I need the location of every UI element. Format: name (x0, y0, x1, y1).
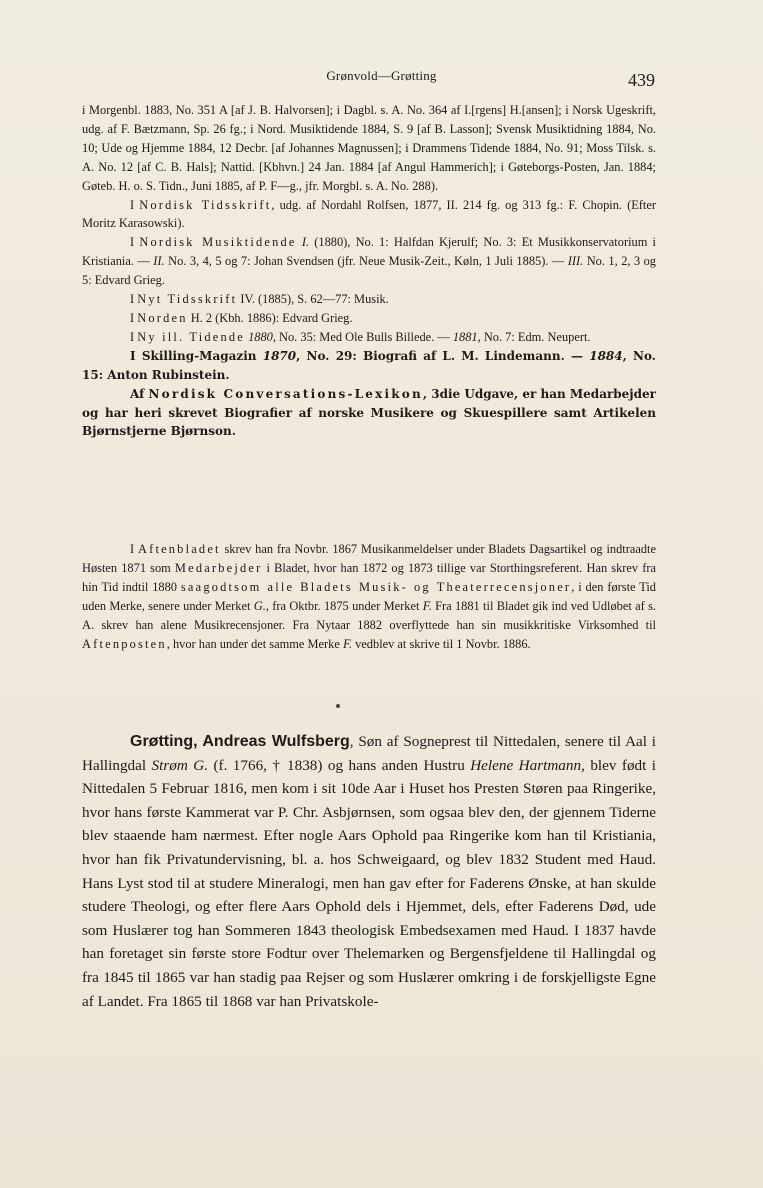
reference-ny-ill-tidende: I Ny ill. Tidende 1880, No. 35: Med Ole Bulls Billede. — 1881, No. 7: Edm. Neupert. (130, 329, 591, 344)
newspaper-name: Aftenposten (82, 636, 167, 651)
reference-continuation: i Morgenbl. 1883, No. 351 A [af J. B. Halvorsen]; i Dagbl. s. A. No. 364 af I.[rgens] H.[ansen]; i Norsk Ugeskrift, udg. af F. Bætzmann, Sp. 26 fg.; i Nord. Musiktidende 1884, S. 9 [af B. Lasson]; Svensk Musiktidning 1884, No. 10; Ude og Hjemme 1884, 12 Decbr. [af Johannes Magnussen]; i Drammens Tidende 1884, No. 91; Moss Tilsk. s. A. No. 12 [af C. B. Hals]; Nattid. [Kbhvn.] 24 Jan. 1884 [af Angul Hammerich]; i Gøteborgs-Posten, Jan. 1884; Gøteb. H. o. S. Tidn., Juni 1885, af P. F—g., jfr. Morgbl. s. A. No. 288). (82, 103, 656, 193)
periodical-title: Nyt Tidsskrift (137, 292, 238, 307)
reference-list (82, 101, 656, 441)
periodical-title: Nordisk Musiktidende (139, 235, 297, 250)
periodical-title: Norden (137, 310, 188, 325)
reference-norden: I Norden H. 2 (Kbh. 1886): Edvard Grieg. (130, 310, 353, 325)
page-header (0, 64, 763, 94)
biography-note (82, 540, 656, 653)
running-title: Grønvold—Grøtting (326, 68, 437, 83)
reference-nyt-tidsskrift: I Nyt Tidsskrift IV. (1885), S. 62—77: Musik. (130, 292, 389, 307)
newspaper-name: Aftenbladet (137, 542, 221, 556)
periodical-title: Nordisk Tidsskrift (139, 197, 272, 212)
periodical-title: Nordisk Conversations-Lexikon (148, 386, 423, 401)
mother-name: Helene Hartmann (470, 756, 582, 774)
page-number: 439 (628, 70, 655, 90)
reference-nordisk-tidsskrift: I Nordisk Tidsskrift, udg. af Nordahl Rolfsen, 1877, II. 214 fg. og 313 fg.: F. Chopin. (Efter Moritz Karasowski). (82, 197, 656, 231)
aftenbladet-paragraph: I Aftenbladet skrev han fra Novbr. 1867 Musikanmeldelser under Bladets Dagsartikel og indtraadte Høsten 1871 som Medarbejder i Bladet, hvor han 1872 og 1873 tillige var Storthingsreferent. Han skrev fra hin Tid indtil 1880 saagodtsom alle Bladets Musik- og Theaterrecensjoner, i den første Tid uden Merke, senere under Merket G., fra Oktbr. 1875 under Merket F. Fra 1881 til Bladet gik ind ved Udløbet af s. A. skrev han alene Musikrecensjoner. Fra Nytaar 1882 overflyttede han sin musikkritiske Virksomhed til Aftenposten, hvor han under det samme Merke F. vedblev at skrive til 1 Novbr. 1886. (82, 542, 657, 651)
reference-nordisk-musiktidende: I Nordisk Musiktidende I. (1880), No. 1: Halfdan Kjerulf; No. 3: Et Musikkonservatorium i Kristiania. — II. No. 3, 4, 5 og 7: Johan Svendsen (jfr. Neue Musik-Zeit., Køln, 1 Juli 1885). — III. No. 1, 2, 3 og 5: Edvard Grieg. (82, 235, 657, 288)
father-name: Strøm G. (151, 756, 209, 774)
reference-skilling-magazin: I Skilling-Magazin 1870, No. 29: Biografi af L. M. Lindemann. — 1884, No. 15: Anton Rubinstein. (82, 348, 656, 382)
section-divider-dot (336, 704, 340, 708)
periodical-title: Ny ill. Tidende (137, 329, 245, 344)
entry-paragraph: Grøtting, Andreas Wulfsberg, Søn af Sogneprest til Nittedalen, senere til Aal i Hallingdal Strøm G. (f. 1766, † 1838) og hans anden Hustru Helene Hartmann, blev født i Nittedalen 5 Februar 1816, men kom i sit 10de Aar i Huset hos Presten Støren paa Ringerike, hvor hans første Kammerat var P. Chr. Asbjørnsen, som ogsaa blev den, der gjennem Tiderne blev staaende ham nærmest. Efter nogle Aars Ophold paa Ringerike kom han til Kristiania, hvor han fik Privatundervisning, bl. a. hos Schweigaard, og blev 1832 Student med Haud. Hans Lyst stod til at studere Mineralogi, men han gav efter for Faderens Ønske, at han skulde studere Theologi, og efter flere Aars Ophold dels i Hjemmet, dels, efter Faderens Død, ude som Huslærer tog han Sommeren 1843 theologisk Embedsexamen med Haud. I 1837 havde han foretaget sin første store Fodtur over Thelemarken og Bergensfjeldene til Hallingdal og fra 1845 til 1865 var han stadig paa Rejser og som Huslærer omkring i de forskjelligste Egne af Landet. Fra 1865 til 1868 var han Privatskole- (82, 733, 656, 1010)
reference-conversations-lexikon: Af Nordisk Conversations-Lexikon, 3die Udgave, er han Medarbejder og har heri skrevet Biografier af norske Musikere og Skuespillere samt Artikelen Bjørnstjerne Bjørnson. (82, 386, 656, 439)
entry-headword: Grøtting, Andreas Wulfsberg (130, 733, 350, 750)
